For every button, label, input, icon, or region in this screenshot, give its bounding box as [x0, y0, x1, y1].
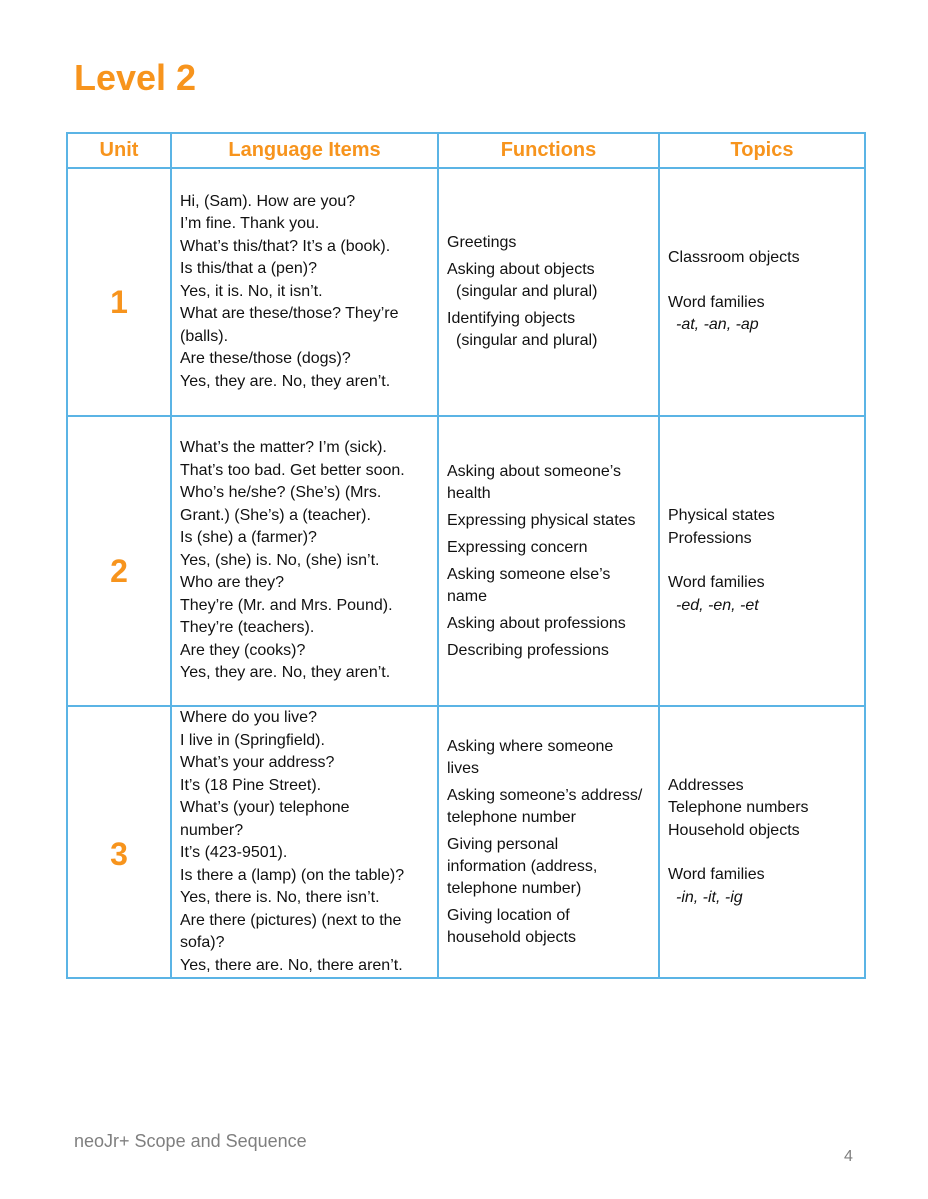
language-item-line: Who’s he/she? (She’s) (Mrs.	[180, 484, 382, 502]
language-item-line: Are these/those (dogs)?	[180, 350, 351, 368]
topics-cell	[659, 706, 865, 978]
language-item-line: They’re (Mr. and Mrs. Pound).	[180, 596, 393, 614]
language-item-line: Yes, there is. No, there isn’t.	[180, 889, 380, 906]
function-line: (singular and plural)	[456, 283, 598, 300]
function-item	[447, 259, 652, 303]
function-item	[447, 510, 652, 532]
topic-item: Professions	[668, 529, 752, 547]
function-line: lives	[447, 759, 480, 777]
unit-number: 2	[67, 416, 171, 706]
word-families-endings: -at, -an, -ap	[676, 316, 759, 334]
function-line: Asking someone else’s	[447, 565, 611, 583]
function-item	[447, 308, 652, 352]
spacer	[668, 842, 858, 864]
spacer	[668, 550, 858, 572]
function-item	[447, 537, 652, 559]
header-topics: Topics	[659, 133, 865, 168]
language-item-line: What’s the matter? I’m (sick).	[180, 439, 387, 457]
table-row	[67, 706, 865, 978]
topic-item: Physical states	[668, 507, 775, 524]
function-line: telephone number	[447, 808, 576, 826]
language-item-line: What’s (your) telephone	[180, 799, 350, 816]
header-language-items: Language Items	[171, 133, 438, 168]
function-line: Identifying objects	[447, 310, 576, 327]
language-item-line: (balls).	[180, 327, 229, 345]
functions-cell	[438, 168, 659, 416]
function-line: Describing professions	[447, 641, 609, 659]
language-item-line: Grant.) (She’s) a (teacher).	[180, 506, 371, 524]
topic-item: Classroom objects	[668, 249, 800, 267]
language-item-line: What are these/those? They’re	[180, 305, 399, 323]
function-line: (singular and plural)	[456, 332, 598, 349]
function-line: Giving personal	[447, 835, 559, 853]
language-items-cell	[171, 706, 438, 978]
function-item	[447, 640, 652, 662]
word-families-label: Word families	[668, 293, 765, 311]
function-line: Greetings	[447, 234, 517, 251]
function-item	[447, 461, 652, 505]
word-families-endings: -ed, -en, -et	[676, 596, 759, 614]
topic-item: Telephone numbers	[668, 799, 809, 817]
function-line: Asking someone’s address/	[447, 786, 643, 804]
table-header-row	[67, 133, 865, 168]
language-item-line: Hi, (Sam). How are you?	[180, 192, 356, 210]
functions-cell	[438, 706, 659, 978]
unit-number: 3	[67, 706, 171, 978]
function-item	[447, 905, 652, 949]
word-families-endings: -in, -it, -ig	[676, 888, 743, 906]
spacer	[668, 270, 858, 292]
function-line: Asking about professions	[447, 614, 626, 632]
language-item-line: Yes, (she) is. No, (she) isn’t.	[180, 551, 380, 569]
table-row	[67, 168, 865, 416]
function-line: Expressing concern	[447, 538, 588, 556]
language-item-line: Who are they?	[180, 574, 285, 592]
function-line: Asking where someone	[447, 737, 614, 755]
language-item-line: It’s (423-9501).	[180, 844, 288, 861]
function-item	[447, 834, 652, 900]
page-title: Level 2	[74, 57, 197, 98]
language-items-cell	[171, 168, 438, 416]
language-item-line: Is there a (lamp) (on the table)?	[180, 866, 405, 884]
language-item-line: Is this/that a (pen)?	[180, 260, 317, 278]
language-item-line: number?	[180, 821, 244, 839]
function-line: Asking about objects	[447, 261, 595, 278]
page-number: 4	[844, 1148, 853, 1165]
language-item-line: That’s too bad. Get better soon.	[180, 461, 405, 479]
table-row	[67, 416, 865, 706]
footer-title: neoJr+ Scope and Sequence	[74, 1131, 307, 1151]
topic-item: Household objects	[668, 821, 800, 839]
language-item-line: Yes, there are. No, there aren’t.	[180, 956, 403, 974]
language-item-line: What’s this/that? It’s a (book).	[180, 237, 391, 255]
language-item-line: I’m fine. Thank you.	[180, 215, 320, 233]
language-items-cell	[171, 416, 438, 706]
language-item-line: What’s your address?	[180, 754, 335, 771]
topics-cell	[659, 168, 865, 416]
functions-cell	[438, 416, 659, 706]
function-line: Giving location of	[447, 906, 570, 924]
function-line: name	[447, 587, 488, 605]
function-item	[447, 613, 652, 635]
header-functions: Functions	[438, 133, 659, 168]
language-item-line: Are there (pictures) (next to the	[180, 911, 402, 929]
function-item	[447, 232, 652, 254]
function-line: Expressing physical states	[447, 511, 636, 529]
function-line: health	[447, 484, 491, 502]
function-line: household objects	[447, 928, 576, 946]
function-line: telephone number)	[447, 879, 582, 897]
unit-number: 1	[67, 168, 171, 416]
language-item-line: Yes, they are. No, they aren’t.	[180, 664, 391, 682]
header-unit: Unit	[67, 133, 171, 168]
language-item-line: Is (she) a (farmer)?	[180, 529, 317, 547]
topic-item: Addresses	[668, 776, 744, 794]
word-families-label: Word families	[668, 866, 765, 884]
word-families-label: Word families	[668, 574, 765, 591]
scope-table	[66, 132, 866, 979]
function-line: Asking about someone’s	[447, 462, 622, 480]
language-item-line: I live in (Springfield).	[180, 731, 325, 749]
function-item	[447, 785, 652, 829]
function-line: information (address,	[447, 857, 598, 875]
function-item	[447, 736, 652, 780]
topics-cell	[659, 416, 865, 706]
language-item-line: Where do you live?	[180, 709, 317, 726]
language-item-line: sofa)?	[180, 934, 225, 951]
language-item-line: Yes, they are. No, they aren’t.	[180, 372, 391, 390]
language-item-line: It’s (18 Pine Street).	[180, 776, 322, 794]
function-item	[447, 564, 652, 608]
language-item-line: Yes, it is. No, it isn’t.	[180, 282, 323, 300]
language-item-line: Are they (cooks)?	[180, 641, 306, 659]
language-item-line: They’re (teachers).	[180, 619, 315, 637]
